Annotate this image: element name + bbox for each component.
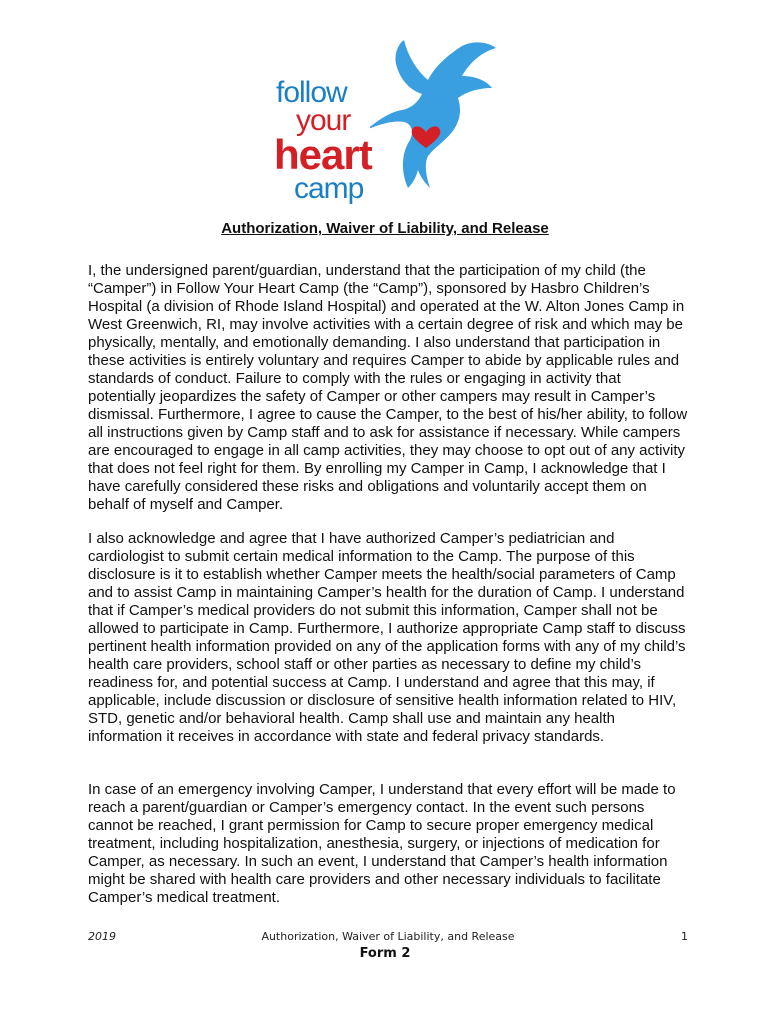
paragraph-participation: I, the undersigned parent/guardian, understand that the participation of my child (the “Camper”) in Follow Your Heart Camp (the “Camp”), sponsored by Hasbro Children’s Hospital (a division of Rhode Island Hospital) and operated at the W. Alton Jones Camp in West Greenwich, RI, may involve activities with a certain degree of risk and which may be physically, mentally, and emotionally demanding. I also understand that participation in these activities is entirely voluntary and requires Camper to abide by applicable rules and standards of conduct. Failure to comply with the rules or engaging in activity that potentially jeopardizes the safety of Camper or other campers may result in Camper’s dismissal. Furthermore, I agree to cause the Camper, to the best of his/her ability, to follow all instructions given by Camp staff and to ask for assistance if necessary. While campers are encouraged to engage in all camp activities, they may choose to opt out of any activity that does not feel right for them. By enrolling my Camper in Camp, I acknowledge that I have carefully considered these risks and obligations and voluntarily accept them on behalf of myself and Camper. [88,262,688,513]
document-title: Authorization, Waiver of Liability, and Release [221,220,549,237]
footer-year: 2019 [88,930,116,943]
paragraph-emergency: In case of an emergency involving Camper, I understand that every effort will be made to reach a parent/guardian or Camper’s emergency contact. In the event such persons cannot be reached, I grant permission for Camp to secure proper emergency medical treatment, including hospitalization, anesthesia, surgery, or injections of medication for Camper, as necessary. In such an event, I understand that Camper’s health information might be shared with health care providers and other necessary individuals to facilitate Camper’s medical treatment. [88,781,676,906]
logo-word-camp: camp [294,172,364,205]
footer-title: Authorization, Waiver of Liability, and Release [261,930,515,943]
logo-word-heart: heart [274,131,372,178]
hummingbird-icon [370,40,500,190]
page-number: 1 [681,930,688,943]
logo-word-your: your [296,104,351,137]
form-label: Form 2 [359,946,411,961]
paragraph-medical-information: I also acknowledge and agree that I have authorized Camper’s pediatrician and cardiologist to submit certain medical information to the Camp. The purpose of this disclosure is it to establish whether Camper meets the health/social parameters of Camp and to assist Camp in maintaining Camper’s health for the duration of Camp. I understand that if Camper’s medical providers do not submit this information, Camper shall not be allowed to participate in Camp. Furthermore, I authorize appropriate Camp staff to discuss pertinent health information provided on any of the application forms with any of my child’s health care providers, school staff or other parties as necessary to define my child’s readiness for, and potential success at Camp. I understand and agree that this may, if applicable, include discussion or disclosure of sensitive health information related to HIV, STD, genetic and/or behavioral health. Camp shall use and maintain any health information it receives in accordance with state and federal privacy standards. [88,530,686,745]
camp-logo [270,40,500,210]
logo-word-follow: follow [276,76,347,109]
